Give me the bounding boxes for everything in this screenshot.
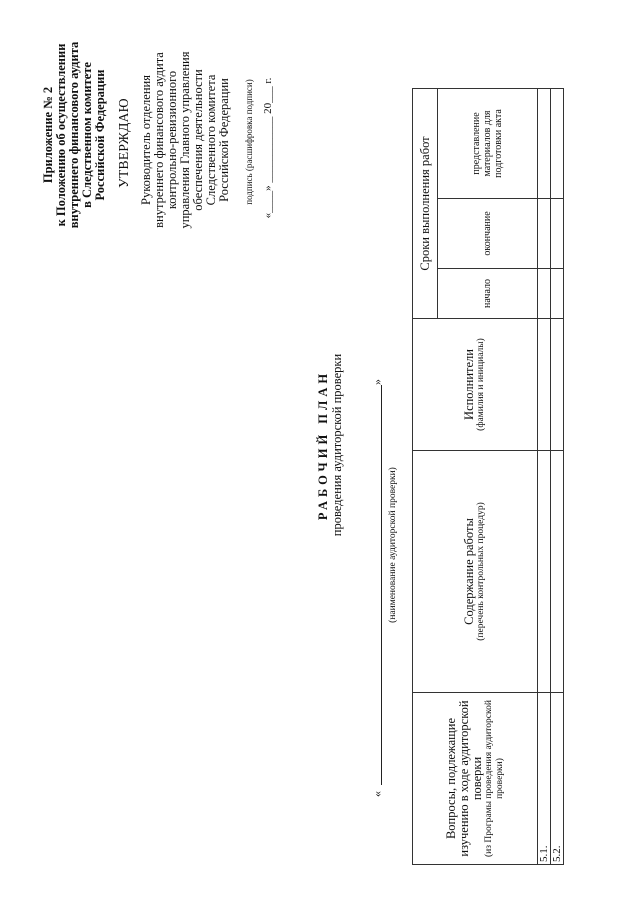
document-subtitle: проведения аудиторской проверки xyxy=(330,353,344,537)
appendix-block xyxy=(42,15,107,255)
approver-line: обеспечения деятельности xyxy=(191,69,205,211)
table-cell xyxy=(538,451,551,693)
table-cell xyxy=(538,319,551,451)
header-content xyxy=(413,451,538,693)
table-cell xyxy=(538,88,551,198)
table-row xyxy=(538,88,551,864)
header-submission: представление материалов для подготовки акта xyxy=(438,88,538,198)
table-row xyxy=(551,88,564,864)
approver-line: Российской Федерации xyxy=(217,78,231,202)
header-end: окончание xyxy=(438,199,538,269)
approver-line: Следственного комитета xyxy=(204,74,218,206)
table-header-row xyxy=(413,88,438,864)
header-executors xyxy=(413,319,538,451)
header-content-note: (перечень контрольных процедур) xyxy=(476,502,486,641)
approver-block xyxy=(140,5,231,275)
table-cell xyxy=(551,451,564,693)
appendix-line: внутреннего финансового аудита xyxy=(67,41,81,229)
appendix-line: к Положению об осуществлении xyxy=(54,43,68,227)
header-executors-title: Исполнители xyxy=(462,349,476,420)
appendix-line: Российской Федерации xyxy=(93,69,107,201)
audit-name-close-quote: » xyxy=(370,379,384,385)
header-start: начало xyxy=(438,269,538,319)
approver-line: внутреннего финансового аудита xyxy=(152,52,166,228)
header-questions-note: (из Програмы проведения аудиторской проверки) xyxy=(483,700,505,857)
table-cell xyxy=(551,88,564,198)
work-plan-table xyxy=(412,88,564,865)
header-executors-note: (фамилия и инициалы) xyxy=(476,338,486,431)
table-cell xyxy=(551,199,564,269)
row-number: 5.2. xyxy=(551,693,564,865)
approval-heading: УТВЕРЖДАЮ xyxy=(116,98,131,188)
table-cell xyxy=(538,269,551,319)
approver-line: контрольно-ревизионного xyxy=(165,70,179,210)
approver-line: Руководитель отделения xyxy=(139,75,153,205)
audit-name-caption: (наименование аудиторской проверки) xyxy=(388,467,398,623)
header-deadlines: Сроки выполнения работ xyxy=(413,88,438,318)
table-cell xyxy=(551,319,564,451)
header-questions xyxy=(413,693,538,865)
signature-caption: подпись (расшифровка подписи) xyxy=(244,79,254,205)
table-cell xyxy=(551,269,564,319)
audit-name-line xyxy=(381,385,382,785)
audit-name-open-quote: « xyxy=(370,791,384,797)
appendix-line: в Следственном комитете xyxy=(80,62,94,208)
header-content-title: Содержание работы xyxy=(462,518,476,625)
table-cell xyxy=(538,199,551,269)
appendix-line: Приложение № 2 xyxy=(41,86,55,184)
approval-date-line: «____» ____________ 20___ г. xyxy=(262,77,274,219)
document-title: РАБОЧИЙ ПЛАН xyxy=(316,369,330,521)
row-number: 5.1. xyxy=(538,693,551,865)
header-questions-title: Вопросы, подлежащие изучению в ходе аудиторской поверки xyxy=(443,700,484,857)
approver-line: управления Главного управления xyxy=(178,51,192,229)
